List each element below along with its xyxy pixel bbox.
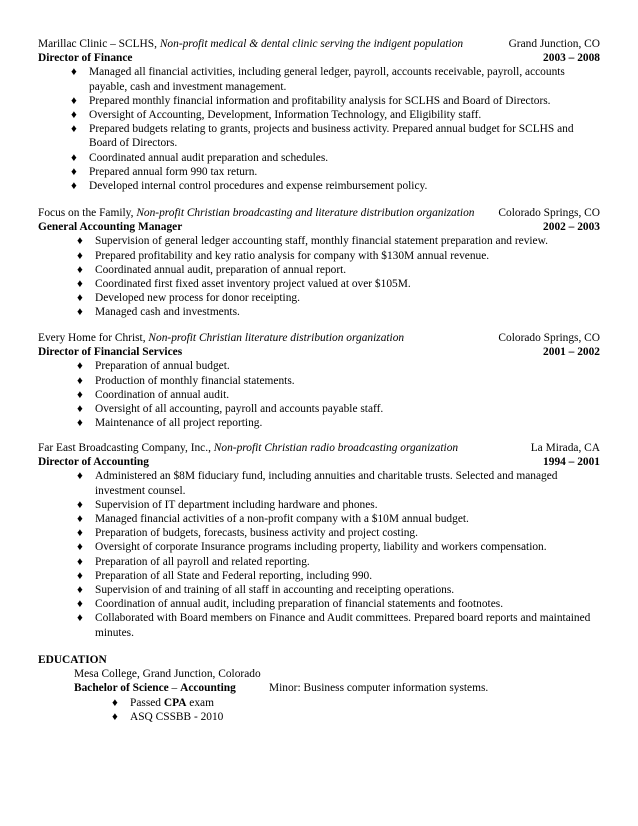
degree-major: Accounting xyxy=(180,682,236,695)
list-item: ♦ Coordination of annual audit, including preparation of financial statements and footnotes. xyxy=(77,598,504,611)
list-item: ♦ Supervision of general ledger accounting staff, monthly financial statement preparation and review. xyxy=(77,235,548,248)
diamond-bullet-icon: ♦ xyxy=(77,470,83,483)
diamond-bullet-icon: ♦ xyxy=(71,151,77,164)
diamond-bullet-icon: ♦ xyxy=(112,710,118,723)
diamond-bullet-icon: ♦ xyxy=(77,541,83,554)
job-bullets xyxy=(38,65,600,193)
job-dates: 1994 – 2001 xyxy=(543,456,600,469)
list-item: ♦ Preparation of all State and Federal reporting, including 990. xyxy=(77,569,373,582)
list-item: ♦ Preparation of budgets, forecasts, business activity and project costing. xyxy=(77,527,418,540)
diamond-bullet-icon: ♦ xyxy=(77,235,83,248)
job-header xyxy=(38,441,600,455)
list-item: ♦ Coordinated annual audit preparation and schedules. xyxy=(71,151,329,164)
education-degree-line xyxy=(38,681,600,695)
education-section xyxy=(38,653,600,724)
diamond-bullet-icon: ♦ xyxy=(77,512,83,525)
degree-minor: Minor: Business computer information systems. xyxy=(269,682,489,695)
list-item: ♦ Developed new process for donor receipting. xyxy=(77,292,300,305)
diamond-bullet-icon: ♦ xyxy=(77,402,83,415)
list-item: ♦ Coordination of annual audit. xyxy=(77,388,230,401)
job-org-description: Non-profit medical & dental clinic serving the indigent population xyxy=(159,38,464,50)
diamond-bullet-icon: ♦ xyxy=(77,306,83,319)
list-item: ♦ Managed financial activities of a non-profit company with a $10M annual budget. xyxy=(77,512,469,525)
diamond-bullet-icon: ♦ xyxy=(77,555,83,568)
job-header xyxy=(38,331,600,345)
job-dates: 2001 – 2002 xyxy=(543,346,600,359)
list-item: ♦ Prepared budgets relating to grants, projects and business activity. Prepared annual budget for SCLHS and Board of Directors. xyxy=(71,123,574,150)
cpa-label: CPA xyxy=(163,696,187,709)
list-item: ♦ Production of monthly financial statements. xyxy=(77,374,295,387)
list-item: ♦ Coordinated first fixed asset inventory project valued at over $105M. xyxy=(77,277,411,290)
diamond-bullet-icon: ♦ xyxy=(77,598,83,611)
diamond-bullet-icon: ♦ xyxy=(71,108,77,121)
job-org-line xyxy=(38,441,458,455)
job-location: Colorado Springs, CO xyxy=(498,332,600,344)
diamond-bullet-icon: ♦ xyxy=(77,374,83,387)
job-location: Colorado Springs, CO xyxy=(498,207,600,219)
list-item: ♦ Collaborated with Board members on Finance and Audit committees. Prepared board reports and maintained minutes. xyxy=(77,612,591,639)
diamond-bullet-icon: ♦ xyxy=(71,66,77,79)
job-title: General Accounting Manager xyxy=(38,221,183,234)
education-school: Mesa College, Grand Junction, Colorado xyxy=(74,668,261,681)
list-item: ♦ Prepared monthly financial information and profitability analysis for SCLHS and Board of Directors. xyxy=(71,94,551,107)
job-title-line xyxy=(38,51,600,65)
diamond-bullet-icon: ♦ xyxy=(71,94,77,107)
list-item: ♦ Prepared annual form 990 tax return. xyxy=(71,165,258,178)
job-bullets xyxy=(38,469,600,639)
job-section xyxy=(38,206,600,320)
list-item: ♦ Prepared profitability and key ratio analysis for company with $130M annual revenue. xyxy=(77,249,490,262)
job-org-line xyxy=(38,331,404,345)
education-heading: EDUCATION xyxy=(38,654,107,666)
job-org: Focus on the Family, xyxy=(38,207,134,219)
education-bullets xyxy=(38,696,600,724)
job-location: La Mirada, CA xyxy=(530,442,600,454)
job-org-description: Non-profit Christian radio broadcasting organization xyxy=(213,442,459,454)
list-item: ♦ Oversight of corporate Insurance programs including property, liability and workers compensation. xyxy=(77,541,547,554)
job-org: Marillac Clinic – SCLHS, xyxy=(38,38,157,50)
job-section xyxy=(38,331,600,430)
list-item: ♦ Preparation of annual budget. xyxy=(77,360,230,373)
list-item: ♦ Supervision of IT department including hardware and phones. xyxy=(77,498,378,511)
degree-name: Bachelor of Science xyxy=(74,682,169,695)
job-section xyxy=(38,37,600,193)
list-item: ♦ Maintenance of all project reporting. xyxy=(77,417,263,430)
job-title-line xyxy=(38,220,600,234)
diamond-bullet-icon: ♦ xyxy=(77,360,83,373)
diamond-bullet-icon: ♦ xyxy=(77,584,83,596)
diamond-bullet-icon: ♦ xyxy=(77,277,83,290)
list-item: ♦ Supervision of and training of all staff in accounting and receipting operations. xyxy=(77,584,455,596)
job-title-line xyxy=(38,345,600,359)
list-item: ♦ Coordinated annual audit, preparation of annual report. xyxy=(77,263,347,276)
diamond-bullet-icon: ♦ xyxy=(77,612,83,625)
job-org: Far East Broadcasting Company, Inc., xyxy=(38,442,211,454)
job-title: Director of Accounting xyxy=(38,456,149,469)
diamond-bullet-icon: ♦ xyxy=(71,180,77,192)
job-header xyxy=(38,206,600,220)
job-org-line xyxy=(38,206,474,220)
list-item: ♦ ASQ CSSBB - 2010 xyxy=(112,710,224,723)
job-title-line xyxy=(38,455,600,469)
job-bullets xyxy=(38,359,600,430)
job-dates: 2003 – 2008 xyxy=(543,52,600,65)
diamond-bullet-icon: ♦ xyxy=(77,417,83,430)
diamond-bullet-icon: ♦ xyxy=(77,388,83,401)
list-item: ♦ Managed cash and investments. xyxy=(77,306,240,319)
diamond-bullet-icon: ♦ xyxy=(112,696,118,709)
list-item: ♦ Administered an $8M fiduciary fund, including annuities and charitable trusts. Selected and managed investment counsel. xyxy=(77,470,558,497)
diamond-bullet-icon: ♦ xyxy=(71,123,77,136)
job-title: Director of Finance xyxy=(38,52,133,65)
diamond-bullet-icon: ♦ xyxy=(77,569,83,582)
job-org-line xyxy=(38,37,463,51)
job-org-description: Non-profit Christian literature distribution organization xyxy=(148,332,405,344)
degree-separator: – xyxy=(168,682,181,695)
job-bullets xyxy=(38,234,600,319)
job-section xyxy=(38,441,600,640)
job-location: Grand Junction, CO xyxy=(508,38,600,50)
list-item: ♦ Managed all financial activities, including general ledger, payroll, accounts receivable, payroll, accounts payable, cash and investment management. xyxy=(71,66,565,93)
job-title: Director of Financial Services xyxy=(38,346,183,359)
diamond-bullet-icon: ♦ xyxy=(77,249,83,262)
diamond-bullet-icon: ♦ xyxy=(77,498,83,511)
diamond-bullet-icon: ♦ xyxy=(77,263,83,276)
list-item: ♦ Developed internal control procedures and expense reimbursement policy. xyxy=(71,180,428,192)
job-org: Every Home for Christ, xyxy=(38,332,146,344)
job-dates: 2002 – 2003 xyxy=(543,221,600,234)
list-item: ♦ Oversight of Accounting, Development, Information Technology, and Eligibility staff. xyxy=(71,108,482,121)
list-item: ♦ Preparation of all payroll and related reporting. xyxy=(77,555,310,568)
list-item: ♦ Passed CPA exam xyxy=(112,696,214,709)
list-item: ♦ Oversight of all accounting, payroll and accounts payable staff. xyxy=(77,402,384,415)
diamond-bullet-icon: ♦ xyxy=(77,292,83,305)
diamond-bullet-icon: ♦ xyxy=(71,165,77,178)
diamond-bullet-icon: ♦ xyxy=(77,527,83,540)
job-org-description: Non-profit Christian broadcasting and literature distribution organization xyxy=(136,207,475,219)
job-header xyxy=(38,37,600,51)
